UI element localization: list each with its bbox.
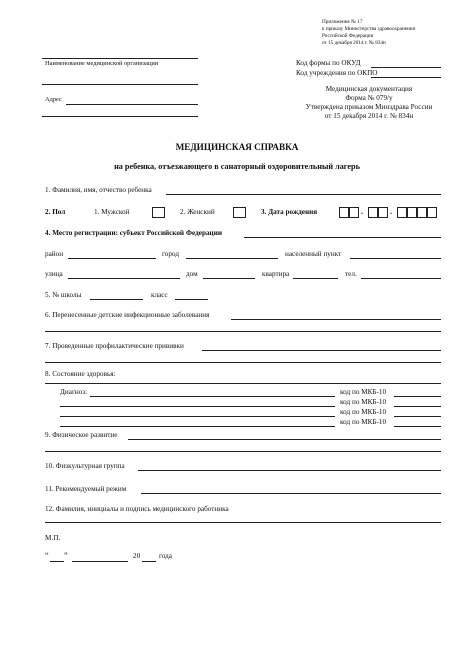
org-line-2[interactable] [42, 84, 198, 85]
icd-code-field-4[interactable] [394, 426, 441, 427]
okud-label: Код формы по ОКУД [296, 59, 361, 67]
signature-field[interactable] [45, 522, 441, 523]
street-label: улица [45, 270, 63, 278]
pe-group-field[interactable] [138, 470, 441, 471]
appendix-line-1: Приложение № 17 [322, 19, 363, 25]
date-separator-2: . [390, 207, 393, 216]
date-day-field[interactable] [50, 561, 64, 562]
icd-code-field-2[interactable] [394, 406, 441, 407]
health-status-field[interactable] [45, 383, 441, 384]
apartment-label: квартира [262, 270, 290, 278]
field-9-label: 9. Физическое развитие [45, 431, 118, 439]
district-label: район [45, 250, 64, 258]
field-10-label: 10. Физкультурная группа [45, 462, 125, 470]
icd-label-4: код по МКБ-10 [340, 418, 387, 426]
city-field[interactable] [186, 258, 278, 259]
grade-field[interactable] [175, 299, 208, 300]
birth-year-digit-4[interactable] [427, 207, 437, 218]
phone-label: тел. [345, 270, 357, 278]
icd-code-field-1[interactable] [394, 396, 441, 397]
address-line-2[interactable] [42, 116, 198, 117]
settlement-field[interactable] [350, 258, 441, 259]
stamp-label: М.П. [45, 534, 61, 542]
icd-code-field-3[interactable] [394, 416, 441, 417]
diagnosis-field-3[interactable] [60, 416, 335, 417]
date-separator-1: . [361, 207, 364, 216]
physical-development-field-1[interactable] [128, 439, 441, 440]
okpo-label: Код учреждения по ОКПО [296, 69, 378, 77]
school-number-field[interactable] [90, 299, 143, 300]
address-label: Адрес [45, 96, 62, 103]
infections-field-2[interactable] [45, 331, 441, 332]
infections-field-1[interactable] [231, 319, 441, 320]
form-subtitle: на ребенка, отъезжающего в санаторный оздоровительный лагерь [114, 162, 360, 171]
date-quote-open: “ [45, 551, 49, 560]
appendix-line-3: Российской Федерации [322, 33, 374, 39]
icd-label-3: код по МКБ-10 [340, 408, 387, 416]
vaccinations-field-2[interactable] [45, 362, 441, 363]
field-12-label: 12. Фамилия, инициалы и подпись медицинского работника [45, 505, 229, 513]
grade-label: класс [151, 291, 168, 299]
year-suffix: года [159, 552, 173, 560]
region-field[interactable] [244, 237, 441, 238]
address-line-1[interactable] [66, 104, 198, 105]
appendix-line-4: от 15 декабря 2014 г. № 834н [322, 40, 386, 46]
birth-year-digit-1[interactable] [397, 207, 407, 218]
appendix-line-2: к приказу Министерства здравоохранения [322, 26, 415, 32]
date-quote-close: ” [64, 551, 68, 560]
field-11-label: 11. Рекомендуемый режим [45, 485, 127, 493]
diagnosis-field-1[interactable] [90, 396, 335, 397]
form-title: МЕДИЦИНСКАЯ СПРАВКА [175, 142, 299, 152]
diagnosis-label: Диагноз: [60, 388, 88, 396]
okpo-field[interactable] [371, 77, 441, 78]
house-field[interactable] [203, 278, 255, 279]
physical-development-field-2[interactable] [45, 451, 441, 452]
date-month-field[interactable] [72, 561, 128, 562]
diagnosis-field-2[interactable] [60, 406, 335, 407]
birth-year-digit-3[interactable] [417, 207, 427, 218]
vaccinations-field-1[interactable] [202, 350, 441, 351]
okud-field[interactable] [371, 67, 441, 68]
sex-female-label: 2. Женский [180, 208, 215, 216]
field-8-label: 8. Состояние здоровья: [45, 370, 116, 378]
doc-line-2: Форма № 079/у [345, 94, 393, 102]
diagnosis-field-4[interactable] [60, 426, 335, 427]
birth-month-digit-1[interactable] [368, 207, 378, 218]
field-2-label: 2. Пол [45, 208, 66, 216]
org-line-1[interactable] [42, 58, 198, 59]
district-field[interactable] [68, 258, 156, 259]
birth-day-digit-2[interactable] [349, 207, 359, 218]
field-5-label: 5. № школы [45, 291, 82, 299]
doc-line-3: Утверждена приказом Минздрава России [305, 103, 433, 111]
birth-year-digit-2[interactable] [407, 207, 417, 218]
regimen-field[interactable] [141, 493, 441, 494]
org-label: Наименование медицинской организации [45, 60, 159, 67]
date-year-field[interactable] [142, 561, 156, 562]
sex-male-label: 1. Мужской [94, 208, 130, 216]
birth-day-digit-1[interactable] [339, 207, 349, 218]
house-label: дом [186, 270, 198, 278]
field-7-label: 7. Проведенные профилактические прививки [45, 342, 184, 350]
field-1-label: 1. Фамилия, имя, отчество ребенка [45, 186, 152, 194]
icd-label-2: код по МКБ-10 [340, 398, 387, 406]
settlement-label: населенный пункт [285, 250, 342, 258]
year-prefix: 20 [133, 552, 141, 560]
doc-line-1: Медицинская документация [325, 85, 413, 93]
field-3-label: 3. Дата рождения [261, 208, 318, 216]
icd-label-1: код по МКБ-10 [340, 388, 387, 396]
sex-female-checkbox[interactable] [233, 207, 246, 218]
phone-field[interactable] [361, 278, 441, 279]
birth-month-digit-2[interactable] [378, 207, 388, 218]
apartment-field[interactable] [293, 278, 338, 279]
doc-line-4: от 15 декабря 2014 г. № 834н [324, 112, 414, 120]
city-label: город [162, 250, 179, 258]
field-6-label: 6. Перенесенные детские инфекционные заболевания [45, 311, 210, 319]
sex-male-checkbox[interactable] [152, 207, 165, 218]
child-name-field[interactable] [166, 194, 441, 195]
field-4-label: 4. Место регистрации: субъект Российской Федерации [45, 229, 222, 237]
street-field[interactable] [68, 278, 180, 279]
